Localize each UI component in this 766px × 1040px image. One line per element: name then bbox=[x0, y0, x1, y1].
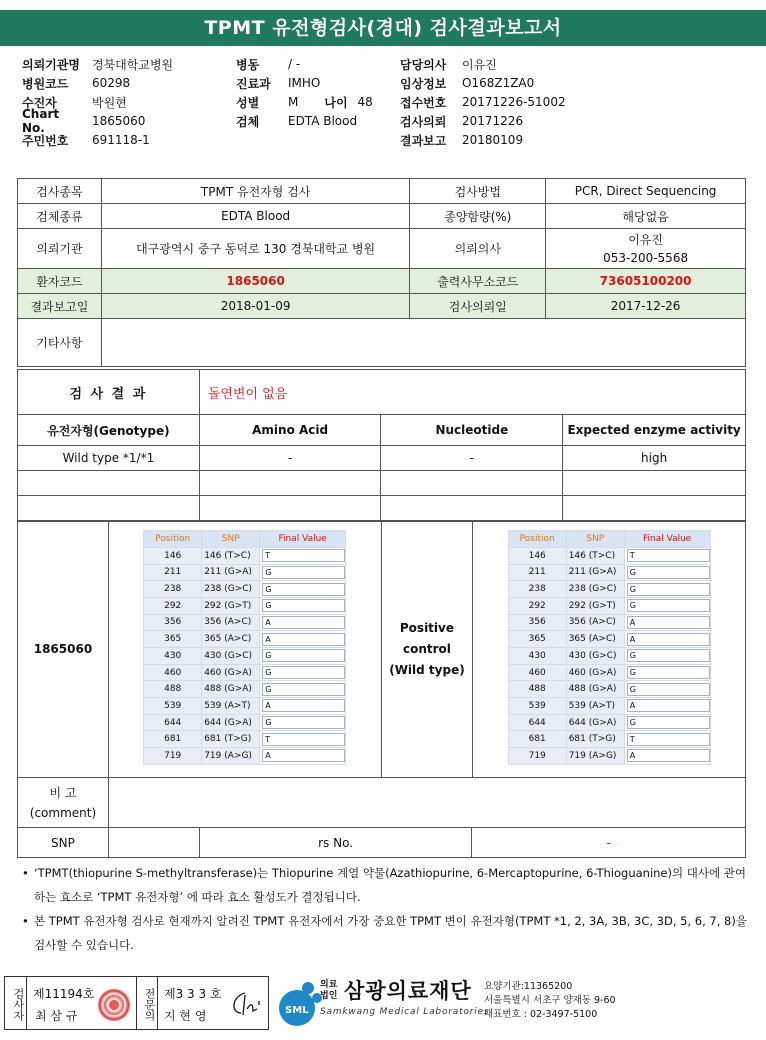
snp-final-cell bbox=[624, 664, 710, 681]
request-date-label: 검사의뢰일 bbox=[410, 294, 546, 319]
snp-change: 292 (G>T) bbox=[566, 597, 624, 614]
snp-final-value: A bbox=[262, 633, 345, 646]
positive-control-label bbox=[381, 521, 473, 778]
snp-change: 460 (G>A) bbox=[566, 664, 624, 681]
snp-final-cell bbox=[624, 564, 710, 581]
snp-position: 460 bbox=[144, 664, 202, 681]
snp-final-cell bbox=[260, 664, 346, 681]
snp-final-value: G bbox=[262, 566, 345, 579]
institution-label: 의뢰기관 bbox=[18, 229, 102, 269]
org-type-2: 법인 bbox=[320, 991, 338, 1001]
snp-position: 238 bbox=[508, 581, 566, 598]
org-name-en: Samkwang Medical Laboratories bbox=[320, 1007, 490, 1017]
snp-row bbox=[144, 564, 346, 581]
snp-header-cell: Position bbox=[144, 531, 202, 548]
comment-label-1: 비 고 bbox=[49, 785, 77, 800]
result-header-cell: Amino Acid bbox=[199, 415, 381, 446]
snp-position: 356 bbox=[508, 614, 566, 631]
specialist-label: 전문의 bbox=[136, 977, 158, 1029]
control-line-2: control bbox=[402, 641, 451, 656]
snp-label: SNP bbox=[18, 828, 109, 858]
snp-position: 365 bbox=[144, 631, 202, 648]
empty-row bbox=[18, 471, 746, 496]
snp-row bbox=[508, 631, 710, 648]
snp-change: 365 (A>C) bbox=[202, 631, 260, 648]
header-field-value: / - bbox=[288, 57, 301, 71]
patient-code-label: 환자코드 bbox=[18, 269, 102, 294]
snp-change: 719 (A>G) bbox=[202, 748, 260, 765]
header-field-label: 병동 bbox=[236, 57, 260, 72]
control-line-1: Positive bbox=[399, 620, 454, 635]
header-field bbox=[400, 131, 523, 149]
result-label: 검 사 결 과 bbox=[18, 370, 200, 415]
snp-final-value: T bbox=[627, 549, 710, 562]
snp-final-cell bbox=[260, 597, 346, 614]
header-field-label: 검체 bbox=[236, 114, 260, 129]
org-type bbox=[320, 980, 337, 1002]
org-code: 요양기관:11365200 bbox=[484, 981, 573, 992]
snp-change: 365 (A>C) bbox=[566, 631, 624, 648]
remarks-value bbox=[101, 319, 745, 367]
result-cell: - bbox=[381, 446, 563, 471]
snp-change: 681 (T>G) bbox=[566, 731, 624, 748]
snp-position: 292 bbox=[508, 597, 566, 614]
snp-row bbox=[144, 748, 346, 765]
snp-row bbox=[144, 648, 346, 665]
header-field-value: 60298 bbox=[92, 76, 131, 90]
snp-row bbox=[508, 614, 710, 631]
snp-final-value: A bbox=[262, 616, 345, 629]
snp-position: 488 bbox=[508, 681, 566, 698]
snp-position: 146 bbox=[508, 547, 566, 564]
snp-table bbox=[508, 530, 711, 765]
result-cell: - bbox=[199, 446, 381, 471]
snp-position: 681 bbox=[144, 731, 202, 748]
snp-row bbox=[508, 748, 710, 765]
snp-final-value: A bbox=[627, 749, 710, 762]
snp-final-value: G bbox=[627, 599, 710, 612]
header-field bbox=[22, 55, 173, 73]
snp-final-value: G bbox=[627, 716, 710, 729]
snp-row bbox=[508, 597, 710, 614]
snp-final-cell bbox=[624, 698, 710, 715]
org-phone: 대표번호 : 02-3497-5100 bbox=[484, 1009, 598, 1020]
result-header-cell: Nucleotide bbox=[381, 415, 563, 446]
header-field-value: 박원현 bbox=[92, 95, 127, 110]
snp-final-cell bbox=[260, 648, 346, 665]
header-field-value: 20180109 bbox=[462, 133, 524, 147]
snp-final-cell bbox=[260, 581, 346, 598]
header-field bbox=[400, 93, 566, 111]
patient-header bbox=[22, 55, 762, 150]
snp-change: 539 (A>T) bbox=[202, 698, 260, 715]
note-1: ‘TPMT(thiopurine S-methyltransferase)는 Thiopurine 계열 약물(Azathiopurine, 6-Mercaptopurine, 6-Thioguanine)의 대사에 관여하는 효소로 ‘TPMT 유전자형’ 에 따라 효소 활성도가 결정됩니다. bbox=[34, 866, 746, 904]
header-field-value: 691118-1 bbox=[92, 133, 150, 147]
doctor-name: 이유진 bbox=[628, 232, 663, 247]
header-field-value: 1865060 bbox=[92, 114, 146, 128]
snp-change: 430 (G>C) bbox=[566, 648, 624, 665]
report-date-value: 2018-01-09 bbox=[101, 294, 410, 319]
result-cell: Wild type *1/*1 bbox=[18, 446, 200, 471]
snp-final-value: A bbox=[627, 699, 710, 712]
specimen-value: EDTA Blood bbox=[101, 204, 410, 229]
control-line-3: (Wild type) bbox=[389, 662, 465, 677]
office-code-value: 73605100200 bbox=[546, 269, 746, 294]
snp-position: 211 bbox=[508, 564, 566, 581]
snp-change: 539 (A>T) bbox=[566, 698, 624, 715]
comment-label bbox=[18, 778, 109, 828]
snp-position: 488 bbox=[144, 681, 202, 698]
header-field-label: 진료과 bbox=[236, 76, 271, 91]
snp-row bbox=[508, 547, 710, 564]
snp-position: 460 bbox=[508, 664, 566, 681]
snp-panel-table bbox=[17, 520, 746, 778]
snp-final-cell bbox=[624, 581, 710, 598]
snp-final-cell bbox=[260, 614, 346, 631]
snp-change: 146 (T>C) bbox=[566, 547, 624, 564]
snp-row bbox=[144, 614, 346, 631]
header-field bbox=[236, 55, 300, 73]
header-field-label: 의뢰기관명 bbox=[22, 57, 80, 72]
signature-box bbox=[4, 976, 269, 1030]
comment-label-2: (comment) bbox=[29, 805, 97, 820]
snp-final-cell bbox=[260, 714, 346, 731]
snp-change: 460 (G>A) bbox=[202, 664, 260, 681]
snp-final-value: G bbox=[262, 716, 345, 729]
snp-position: 238 bbox=[144, 581, 202, 598]
org-contact bbox=[484, 980, 616, 1022]
header-field-value: 이유진 bbox=[462, 57, 497, 72]
doctor-label: 의뢰의사 bbox=[410, 229, 546, 269]
snp-final-value: G bbox=[262, 583, 345, 596]
result-table bbox=[17, 369, 746, 522]
snp-header-cell: SNP bbox=[202, 531, 260, 548]
examiner-label: 검사자 bbox=[5, 977, 27, 1029]
header-field-label: 성별 bbox=[236, 95, 260, 110]
snp-change: 644 (G>A) bbox=[202, 714, 260, 731]
snp-final-value: T bbox=[627, 733, 710, 746]
snp-final-value: G bbox=[627, 649, 710, 662]
snp-position: 539 bbox=[144, 698, 202, 715]
test-type-label: 검사종목 bbox=[18, 179, 102, 204]
snp-change: 292 (G>T) bbox=[202, 597, 260, 614]
snp-change: 211 (G>A) bbox=[202, 564, 260, 581]
snp-final-cell bbox=[624, 614, 710, 631]
snp-final-cell bbox=[260, 698, 346, 715]
sample-id: 1865060 bbox=[18, 521, 109, 778]
header-field-value: EDTA Blood bbox=[288, 114, 358, 128]
request-date-value: 2017-12-26 bbox=[546, 294, 746, 319]
snp-change: 719 (A>G) bbox=[566, 748, 624, 765]
snp-row bbox=[144, 714, 346, 731]
snp-position: 719 bbox=[508, 748, 566, 765]
snp-row bbox=[508, 581, 710, 598]
comment-table bbox=[17, 777, 746, 858]
snp-change: 211 (G>A) bbox=[566, 564, 624, 581]
examiner-no: 제11194호 bbox=[33, 987, 95, 1001]
header-field-value: 20171226-51002 bbox=[462, 95, 566, 109]
snp-position: 356 bbox=[144, 614, 202, 631]
snp-position: 681 bbox=[508, 731, 566, 748]
snp-final-value: G bbox=[627, 583, 710, 596]
snp-final-value: A bbox=[262, 699, 345, 712]
snp-change: 488 (G>A) bbox=[566, 681, 624, 698]
snp-final-value: T bbox=[262, 549, 345, 562]
snp-final-cell bbox=[624, 631, 710, 648]
header-field-label: 병원코드 bbox=[22, 76, 69, 91]
signature-image bbox=[227, 987, 263, 1019]
snp-final-cell bbox=[624, 748, 710, 765]
age-label: 나이 bbox=[324, 95, 348, 110]
footer bbox=[0, 972, 766, 1034]
specimen-label: 검체종류 bbox=[18, 204, 102, 229]
snp-header-cell: Final Value bbox=[260, 531, 346, 548]
snp-table bbox=[143, 530, 346, 765]
snp-final-value: G bbox=[262, 683, 345, 696]
header-field-label: 결과보고 bbox=[400, 133, 447, 148]
snp-final-value: A bbox=[627, 633, 710, 646]
snp-row bbox=[144, 631, 346, 648]
header-field-value: M bbox=[288, 95, 299, 109]
snp-final-value: G bbox=[627, 683, 710, 696]
snp-final-cell bbox=[624, 547, 710, 564]
snp-final-value: A bbox=[262, 749, 345, 762]
empty-row bbox=[18, 496, 746, 522]
patient-code-value: 1865060 bbox=[101, 269, 410, 294]
snp-position: 644 bbox=[508, 714, 566, 731]
snp-row bbox=[144, 597, 346, 614]
header-field bbox=[22, 74, 130, 92]
sml-logo-icon bbox=[271, 978, 323, 1028]
snp-change: 146 (T>C) bbox=[202, 547, 260, 564]
header-field-label: 임상정보 bbox=[400, 76, 447, 91]
snp-final-cell bbox=[624, 731, 710, 748]
snp-final-cell bbox=[624, 648, 710, 665]
snp-final-value: G bbox=[627, 566, 710, 579]
snp-final-value: A bbox=[627, 616, 710, 629]
result-cell: high bbox=[563, 446, 746, 471]
snp-final-cell bbox=[260, 681, 346, 698]
header-field bbox=[22, 131, 150, 149]
doctor-phone: 053-200-5568 bbox=[603, 250, 689, 265]
snp-position: 146 bbox=[144, 547, 202, 564]
logo-text: SML bbox=[285, 1005, 309, 1016]
header-field-value: 20171226 bbox=[462, 114, 524, 128]
snp-final-cell bbox=[624, 714, 710, 731]
header-field bbox=[236, 112, 357, 130]
header-field bbox=[22, 107, 146, 135]
snp-position: 292 bbox=[144, 597, 202, 614]
snp-final-value: G bbox=[627, 666, 710, 679]
org-name: 삼광의료재단 bbox=[344, 979, 472, 1003]
snp-final-cell bbox=[260, 564, 346, 581]
snp-row bbox=[508, 731, 710, 748]
snp-row bbox=[508, 664, 710, 681]
header-field bbox=[400, 55, 497, 73]
header-field-value: IMHO bbox=[288, 76, 321, 90]
comment-value bbox=[108, 778, 745, 828]
snp-final-value: G bbox=[262, 599, 345, 612]
snp-row bbox=[508, 564, 710, 581]
method-label: 검사방법 bbox=[410, 179, 546, 204]
rs-label: rs No. bbox=[199, 828, 472, 858]
result-row bbox=[18, 446, 746, 471]
snp-row bbox=[144, 731, 346, 748]
notes: • ‘TPMT(thiopurine S-methyltransferase)는 Thiopurine 계열 약물(Azathiopurine, 6-Mercaptopurine, 6-Thioguanine)의 대사에 관여하는 효소로 ‘TPMT 유전자형’ 에 따라 효소 활성도가 결정됩니다. • 본 TPMT 유전자형 검사로 현재까지 알려진 TPMT 유전자에서 가장 중요한 TPMT 변이 유전자형(TPMT *1, 2, 3A, 3B, 3C, 3D, 5, 6, 7, 8)을 검사할 수 있습니다. bbox=[22, 861, 757, 957]
institution-value: 대구광역시 중구 동덕로 130 경북대학교 병원 bbox=[101, 229, 410, 269]
snp-row bbox=[144, 698, 346, 715]
header-field-label: 검사의뢰 bbox=[400, 114, 447, 129]
result-header-row bbox=[18, 415, 746, 446]
org-address: 서울특별시 서초구 양재동 9-60 bbox=[484, 995, 616, 1006]
method-value: PCR, Direct Sequencing bbox=[546, 179, 746, 204]
header-field bbox=[236, 93, 373, 111]
doctor-value bbox=[546, 229, 746, 269]
snp-final-cell bbox=[260, 731, 346, 748]
examiner-name: 최 삼 규 bbox=[35, 1009, 78, 1023]
specialist-name: 지 현 영 bbox=[164, 1009, 207, 1023]
header-field bbox=[236, 74, 320, 92]
report-title: TPMT 유전형검사(경대) 검사결과보고서 bbox=[0, 10, 766, 46]
snp-position: 719 bbox=[144, 748, 202, 765]
note-2: 본 TPMT 유전자형 검사로 현재까지 알려진 TPMT 유전자에서 가장 중요한 TPMT 변이 유전자형(TPMT *1, 2, 3A, 3B, 3C, 3D, 5, 6, 7, 8)을 검사할 수 있습니다. bbox=[34, 914, 747, 952]
snp-position: 430 bbox=[508, 648, 566, 665]
remarks-label: 기타사항 bbox=[18, 319, 102, 367]
snp-empty bbox=[108, 828, 199, 858]
snp-position: 539 bbox=[508, 698, 566, 715]
snp-change: 681 (T>G) bbox=[202, 731, 260, 748]
snp-change: 488 (G>A) bbox=[202, 681, 260, 698]
snp-change: 644 (G>A) bbox=[566, 714, 624, 731]
snp-change: 356 (A>C) bbox=[202, 614, 260, 631]
office-code-label: 출력사무소코드 bbox=[410, 269, 546, 294]
snp-value: - bbox=[472, 828, 746, 858]
snp-row bbox=[144, 681, 346, 698]
snp-position: 644 bbox=[144, 714, 202, 731]
header-field-label: 수진자 bbox=[22, 95, 57, 110]
header-field-value: O168Z1ZA0 bbox=[462, 76, 535, 90]
snp-change: 238 (G>C) bbox=[202, 581, 260, 598]
sample-snp-panel bbox=[108, 521, 381, 778]
snp-position: 430 bbox=[144, 648, 202, 665]
snp-final-value: G bbox=[262, 666, 345, 679]
snp-final-cell bbox=[624, 597, 710, 614]
snp-position: 365 bbox=[508, 631, 566, 648]
report-date-label: 결과보고일 bbox=[18, 294, 102, 319]
header-field-label: 접수번호 bbox=[400, 95, 447, 110]
snp-row bbox=[508, 648, 710, 665]
info-table bbox=[17, 178, 746, 367]
snp-position: 211 bbox=[144, 564, 202, 581]
test-type-value: TPMT 유전자형 검사 bbox=[101, 179, 410, 204]
org-type-1: 의료 bbox=[320, 980, 338, 990]
snp-header-cell: Final Value bbox=[624, 531, 710, 548]
snp-row bbox=[508, 681, 710, 698]
snp-row bbox=[144, 581, 346, 598]
result-value: 돌연변이 없음 bbox=[199, 370, 745, 415]
snp-header-cell: Position bbox=[508, 531, 566, 548]
specialist-no: 제3 3 3 호 bbox=[164, 987, 222, 1001]
snp-change: 356 (A>C) bbox=[566, 614, 624, 631]
tumor-label: 종양함량(%) bbox=[410, 204, 546, 229]
snp-final-value: G bbox=[262, 649, 345, 662]
snp-change: 238 (G>C) bbox=[566, 581, 624, 598]
snp-change: 430 (G>C) bbox=[202, 648, 260, 665]
control-snp-panel bbox=[473, 521, 746, 778]
age-value: 48 bbox=[357, 95, 373, 109]
header-field-label: 담당의사 bbox=[400, 57, 447, 72]
snp-final-cell bbox=[260, 547, 346, 564]
snp-final-value: T bbox=[262, 733, 345, 746]
tumor-value: 해당없음 bbox=[546, 204, 746, 229]
header-field bbox=[400, 112, 523, 130]
header-field bbox=[400, 74, 534, 92]
examiner-seal bbox=[97, 988, 131, 1022]
header-field-label: 주민번호 bbox=[22, 133, 69, 148]
snp-row bbox=[144, 547, 346, 564]
snp-row bbox=[144, 664, 346, 681]
result-header-cell: 유전자형(Genotype) bbox=[18, 415, 200, 446]
snp-final-cell bbox=[260, 631, 346, 648]
snp-final-cell bbox=[624, 681, 710, 698]
snp-row bbox=[508, 698, 710, 715]
result-header-cell: Expected enzyme activity bbox=[563, 415, 746, 446]
snp-final-cell bbox=[260, 748, 346, 765]
snp-row bbox=[508, 714, 710, 731]
header-field-value: 경북대학교병원 bbox=[92, 57, 174, 72]
snp-header-cell: SNP bbox=[566, 531, 624, 548]
header-field-label: Chart No. bbox=[22, 107, 60, 135]
